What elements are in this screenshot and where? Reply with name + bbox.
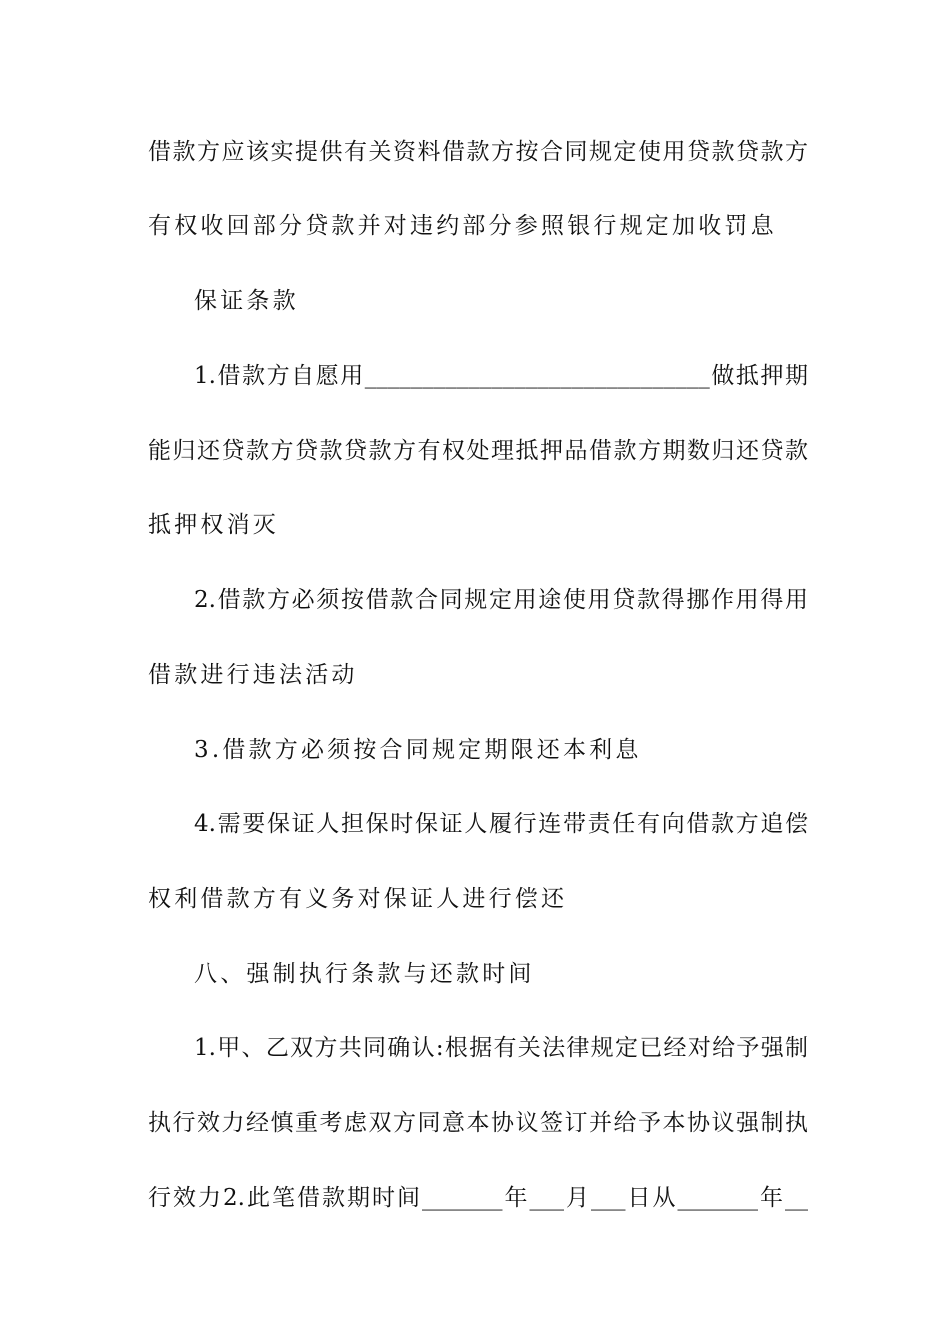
section-heading: 八、强制执行条款与还款时间 <box>194 961 535 987</box>
text-line: 执行效力经慎重考虑双方同意本协议签订并给予本协议强制执 <box>148 1110 808 1136</box>
text-line: 抵押权消灭 <box>148 512 279 538</box>
text-line: 权利借款方有义务对保证人进行偿还 <box>148 886 568 912</box>
text-line: 4.需要保证人担保时保证人履行连带责任有向借款方追偿 <box>194 811 808 837</box>
text-line: 借款进行违法活动 <box>148 662 358 688</box>
text-line: 2.借款方必须按借款合同规定用途使用贷款得挪作用得用 <box>194 587 808 613</box>
text-line: 1.借款方自愿用______________________________做抵押期 <box>194 363 808 389</box>
text-line: 借款方应该实提供有关资料借款方按合同规定使用贷款贷款方 <box>148 139 808 165</box>
text-line: 1.甲、乙双方共同确认:根据有关法律规定已经对给予强制 <box>194 1035 808 1061</box>
text-line: 3.借款方必须按合同规定期限还本利息 <box>194 737 642 763</box>
text-line: 能归还贷款方贷款贷款方有权处理抵押品借款方期数归还贷款 <box>148 438 808 464</box>
section-heading: 保证条款 <box>194 288 299 314</box>
text-line: 行效力2.此笔借款期时间_______年___月___日从_______年__ <box>148 1185 808 1211</box>
text-line: 有权收回部分贷款并对违约部分参照银行规定加收罚息 <box>148 213 777 239</box>
